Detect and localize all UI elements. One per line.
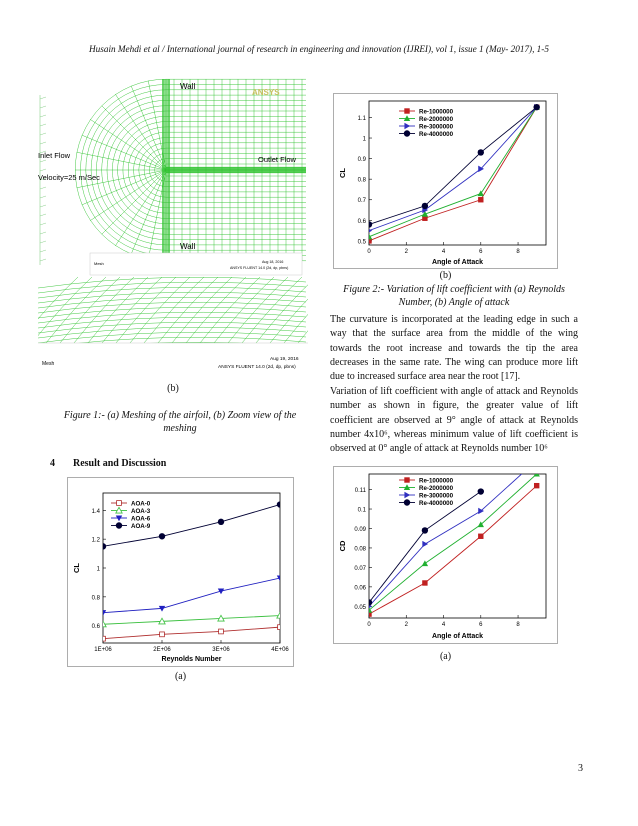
x-tick-label: 4 (441, 622, 446, 628)
paragraph-curvature: The curvature is incorporated at the leading edge in such a way that the surface area from the middle of the wing towards the root increase and towards the tip the area decreases in the same rate. The wing can produce more lift due to increased surface area near the root [17]. (330, 314, 578, 383)
y-axis-label: CL (338, 168, 347, 178)
outlet-label: Outlet Flow (258, 155, 296, 164)
legend-entry: AOA-3 (131, 507, 151, 515)
x-tick-label: 2 (404, 249, 408, 255)
legend-entry: Re-1000000 (419, 477, 454, 485)
inlet-label: Inlet Flow (38, 151, 71, 160)
legend-entry: Re-4000000 (419, 130, 454, 138)
section-number: 4 (50, 458, 55, 469)
figure2-sublabel: (b) (439, 270, 452, 281)
x-tick-label: 4 (441, 249, 446, 255)
x-tick-label: 2E+06 (153, 647, 171, 653)
data-point (218, 519, 224, 525)
y-tick-label: 1.2 (91, 537, 100, 544)
ansys-logo: ANSYS (252, 88, 280, 97)
legend-entry: AOA-0 (131, 500, 151, 508)
y-tick-label: 0.6 (357, 218, 366, 225)
y-tick-label: 0.8 (91, 595, 100, 602)
y-tick-label: 0.09 (354, 526, 366, 533)
legend-entry: Re-1000000 (419, 108, 454, 116)
y-tick-label: 1 (362, 136, 366, 143)
wall-bottom-label: Wall (180, 242, 196, 251)
legend-entry: AOA-9 (131, 522, 151, 530)
mesh2-solver: ANSYS FLUENT 14.0 (2d, dp, pbns) (218, 365, 296, 370)
y-tick-label: 0.05 (354, 604, 366, 611)
legend-marker (404, 499, 410, 505)
paragraph-variation: Variation of lift coefficient with angle of attack and Reynolds number as shown in figure, the greater value of lift coefficient are observed at 9° angle of attack at Reynolds number 4x10⁶, whereas minimum value of lift coefficient is observed at 0° angle of attack at Reynolds number 10⁶ (330, 386, 578, 455)
legend-marker (116, 522, 122, 528)
data-point (478, 149, 484, 155)
mesh1-date: Aug 18, 2016 (262, 260, 284, 264)
data-point (533, 104, 539, 110)
y-tick-label: 0.6 (91, 624, 100, 631)
y-tick-label: 0.08 (354, 546, 366, 553)
data-point (534, 483, 539, 488)
y-tick-label: 0.9 (357, 157, 366, 164)
y-tick-label: 0.07 (354, 565, 366, 572)
data-point (422, 527, 428, 533)
x-tick-label: 0 (367, 249, 371, 255)
x-tick-label: 2 (404, 622, 408, 628)
data-point (219, 629, 224, 634)
y-tick-label: 0.7 (357, 198, 366, 205)
x-tick-label: 8 (516, 249, 520, 255)
legend-entry: Re-3000000 (419, 492, 454, 500)
legend-entry: Re-3000000 (419, 123, 454, 131)
legend-marker (404, 108, 409, 113)
data-point (422, 580, 427, 585)
legend-marker (404, 130, 410, 136)
legend-entry: Re-2000000 (419, 484, 454, 492)
data-point (478, 197, 483, 202)
section-title: Result and Discussion (73, 458, 167, 469)
mesh2-label: Mesh (42, 361, 55, 367)
data-point (160, 632, 165, 637)
velocity-label: Velocity=25 m/Sec (38, 173, 100, 182)
y-tick-label: 1.4 (91, 508, 100, 515)
data-point (422, 203, 428, 209)
y-tick-label: 0.11 (354, 488, 366, 495)
mesh1-label: Mesh (94, 261, 104, 266)
x-axis-label: Angle of Attack (431, 633, 484, 640)
x-tick-label: 3E+06 (212, 647, 230, 653)
figure1-sublabel: (b) (167, 383, 179, 394)
y-axis-label: CL (72, 563, 81, 573)
x-tick-label: 8 (516, 622, 520, 628)
chart-cl-vs-reynolds (67, 477, 294, 667)
legend-entry: Re-4000000 (419, 499, 454, 507)
chart-a-right-sublabel: (a) (439, 651, 452, 662)
figure1-mesh-image (38, 75, 308, 373)
x-axis-label: Angle of Attack (431, 259, 484, 266)
y-tick-label: 1 (96, 566, 100, 573)
y-tick-label: 0.06 (354, 585, 366, 592)
y-axis-label: CD (338, 540, 347, 552)
legend-marker (404, 477, 409, 482)
mesh1-solver: ANSYS FLUENT 14.0 (2d, dp, pbns) (230, 266, 289, 270)
legend-entry: AOA-6 (131, 515, 151, 523)
x-axis-label: Reynolds Number (161, 656, 222, 663)
legend-entry: Re-2000000 (419, 115, 454, 123)
x-tick-label: 0 (367, 622, 371, 628)
mesh2-date: Aug 19, 2016 (270, 357, 299, 362)
y-tick-label: 1.1 (357, 115, 366, 122)
chart-cd-vs-aoa (333, 466, 558, 644)
x-tick-label: 6 (479, 622, 483, 628)
chart-a-left-sublabel: (a) (174, 671, 187, 682)
x-tick-label: 6 (479, 249, 483, 255)
running-header: Husain Mehdi et al / International journal of research in engineering and innovation (IJREI), vol 1, issue 1 (May- 2017), 1-5 (89, 44, 549, 54)
y-tick-label: 0.8 (357, 177, 366, 184)
chart-cl-vs-aoa (333, 93, 558, 269)
figure2-caption: Figure 2:- Variation of lift coefficient with (a) Reynolds Number, (b) Angle of attack (343, 284, 565, 308)
figure1-caption: Figure 1:- (a) Meshing of the airfoil, (b) Zoom view of the meshing (63, 410, 297, 434)
data-point (478, 488, 484, 494)
wall-top-label: Wall (180, 82, 196, 91)
x-tick-label: 1E+06 (94, 647, 112, 653)
page-number: 3 (578, 763, 583, 774)
y-tick-label: 0.5 (357, 239, 366, 246)
data-point (478, 534, 483, 539)
data-point (159, 533, 165, 539)
y-tick-label: 0.1 (357, 507, 366, 514)
legend-marker (117, 501, 122, 506)
x-tick-label: 4E+06 (271, 647, 289, 653)
